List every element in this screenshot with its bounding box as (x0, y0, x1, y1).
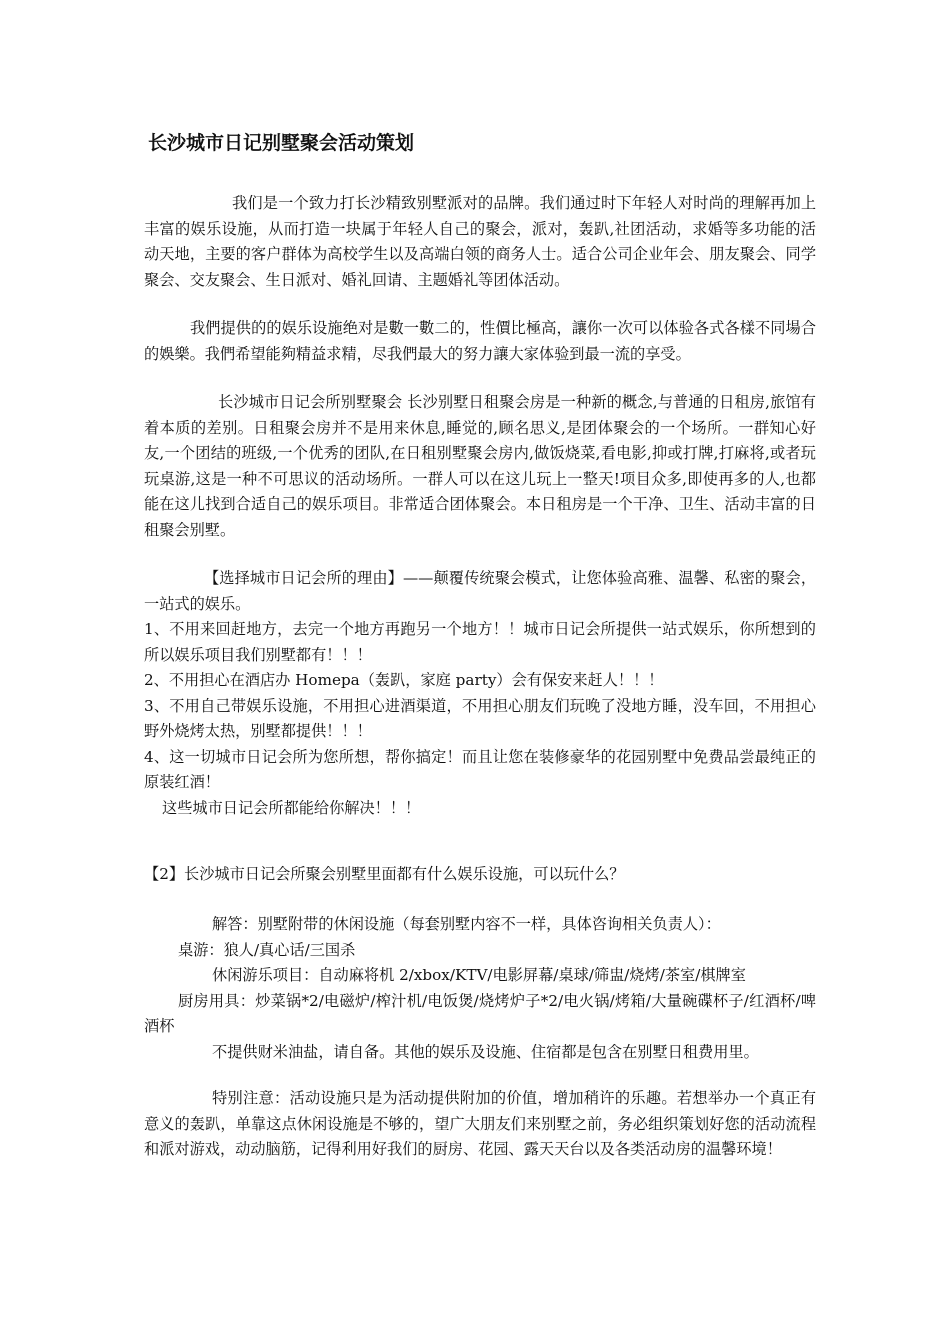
intro-paragraph-1: 我们是一个致力打长沙精致别墅派对的品牌。我们通过时下年轻人对时尚的理解再加上丰富的娱乐设施，从而打造一块属于年轻人自己的聚会，派对，轰趴,社团活动，求婚等多功能的活动天地，主要的客户群体为高校学生以及高端白领的商务人士。适合公司企业年会、朋友聚会、同学聚会、交友聚会、生日派对、婚礼回请、主题婚礼等团体活动。 (144, 194, 816, 289)
intro-section-2 (144, 316, 816, 367)
facilities-leisure: 休闲游乐项目：自动麻将机 2/xbox/KTV/电影屏幕/桌球/筛盅/烧烤/茶室/棋牌室 (212, 966, 746, 984)
facilities-boardgames: 桌游：狼人/真心话/三国杀 (178, 940, 356, 959)
facilities-question: 【2】长沙城市日记会所聚会别墅里面都有什么娱乐设施，可以玩什么？ (144, 865, 625, 883)
reasons-section (144, 566, 816, 821)
document-title: 长沙城市日记别墅聚会活动策划 (148, 132, 415, 154)
intro-paragraph-3: 长沙城市日记会所别墅聚会 长沙别墅日租聚会房是一种新的概念,与普通的日租房,旅馆有着本质的差别。日租聚会房并不是用来休息,睡觉的,顾名思义,是团体聚会的一个场所。一群知心好友,一个团结的班级,一个优秀的团队,在日租别墅聚会房内,做饭烧菜,看电影,抑或打牌,打麻将,或者玩玩桌游,这是一种不可思议的活动场所。一群人可以在这儿玩上一整天!项目众多,即使再多的人,也都能在这儿找到合适自己的娱乐项目。非常适合团体聚会。本日租房是一个干净、卫生、活动丰富的日租聚会别墅。 (144, 393, 816, 539)
intro-section (144, 191, 816, 293)
reasons-closing: 这些城市日记会所都能给你解决！！！ (162, 798, 421, 817)
reason-item-1: 1、不用来回赶地方，去完一个地方再跑另一个地方！！城市日记会所提供一站式娱乐，你所想到的所以娱乐项目我们别墅都有！！！ (144, 620, 816, 664)
facilities-answer: 解答：别墅附带的休闲设施（每套别墅内容不一样，具体咨询相关负责人）： (212, 915, 721, 933)
reasons-heading: 【选择城市日记会所的理由】——颠覆传统聚会模式，让您体验高雅、温馨、私密的聚会，一站式的娱乐。 (144, 569, 816, 613)
reason-item-2: 2、不用担心在酒店办 Homepa（轰趴，家庭 party）会有保安来赶人！！！ (144, 671, 664, 689)
reason-item-3: 3、不用自己带娱乐设施，不用担心进酒渠道，不用担心朋友们玩晚了没地方睡，没车回，不用担心野外烧烤太热，别墅都提供！！！ (144, 696, 816, 740)
reason-item-4: 4、这一切城市日记会所为您所想，帮你搞定！而且让您在装修豪华的花园别墅中免费品尝最纯正的原装红酒！ (144, 747, 816, 791)
intro-paragraph-2: 我們提供的的娱乐设施绝对是數一數二的，性價比極高，讓你一次可以体验各式各樣不同場合的娛樂。我們希望能夠精益求精，尽我們最大的努力讓大家体验到最一流的享受。 (144, 319, 816, 363)
facilities-kitchen: 厨房用具：炒菜锅*2/电磁炉/榨汁机/电饭煲/烧烤炉子*2/电火锅/烤箱/大量碗碟杯子/红酒杯/啤酒杯 (144, 991, 816, 1035)
special-note: 特别注意：活动设施只是为活动提供附加的价值，增加稍许的乐趣。若想举办一个真正有意义的轰趴，单靠这点休闲设施是不够的，望广大朋友们来别墅之前，务必组织策划好您的活动流程和派对游戏，动动脑筋，记得利用好我们的厨房、花园、露天天台以及各类活动房的温馨环境！ (144, 1089, 816, 1158)
intro-section-3 (144, 390, 816, 543)
special-note-section (144, 1086, 816, 1163)
facilities-section (144, 862, 816, 888)
facilities-details (144, 912, 816, 1065)
facilities-note: 不提供财米油盐，请自备。其他的娱乐及设施、住宿都是包含在别墅日租费用里。 (212, 1042, 759, 1061)
